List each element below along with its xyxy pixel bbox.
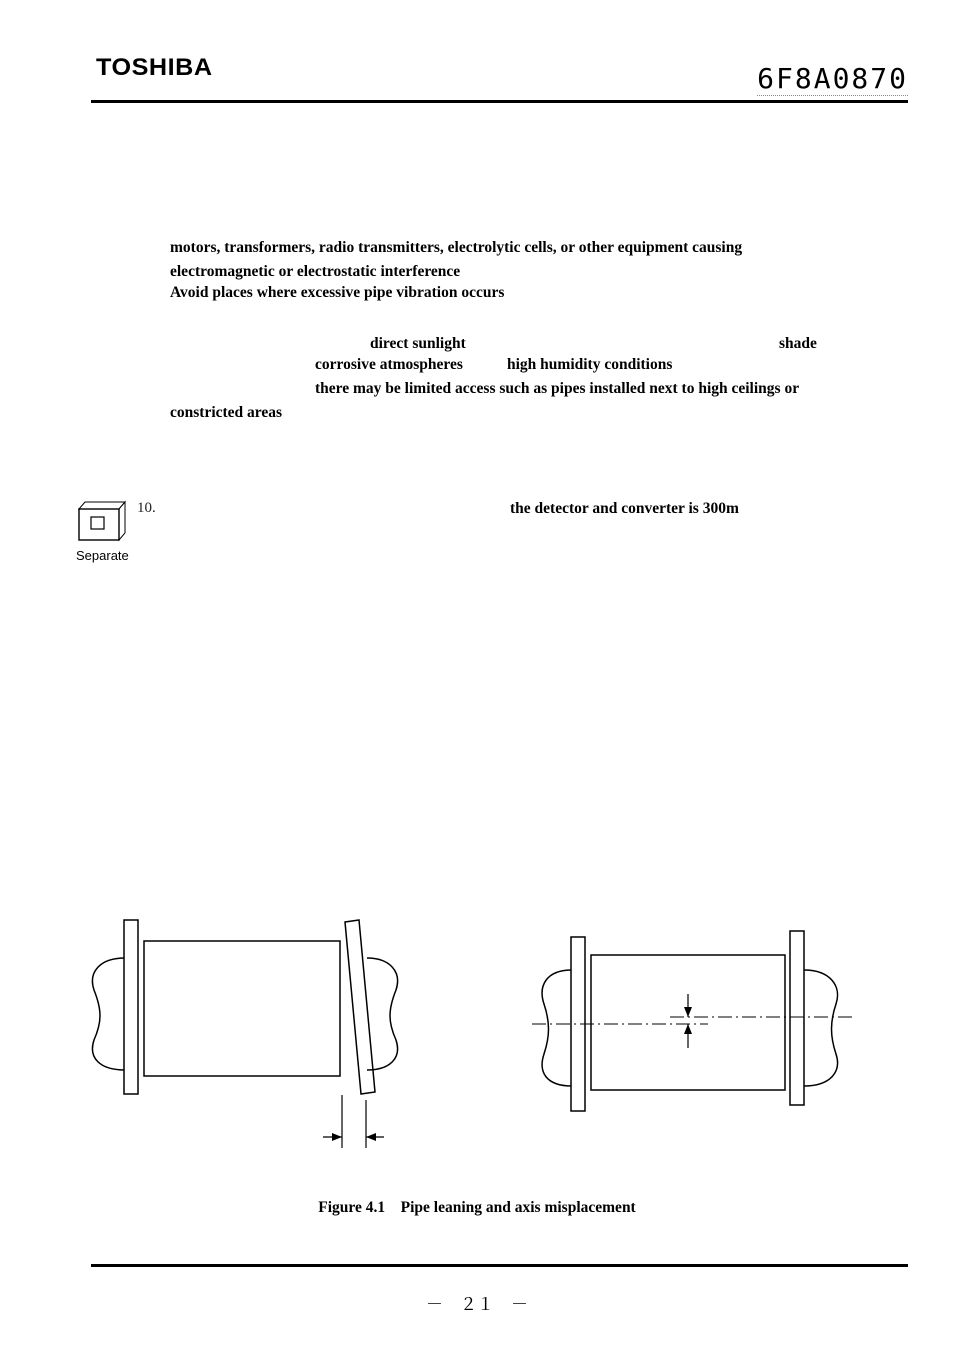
page-number: － ２１ － bbox=[426, 1295, 528, 1315]
header-rule bbox=[91, 100, 908, 103]
text-line-vibration: Avoid places where excessive pipe vibration occurs bbox=[170, 284, 505, 301]
axis-misplacement-diagram bbox=[532, 931, 855, 1111]
text-line-interference: electromagnetic or electrostatic interference bbox=[170, 263, 461, 280]
toshiba-logo: TOSHIBA bbox=[96, 54, 213, 81]
separate-label: Separate bbox=[76, 548, 129, 563]
text-corrosive: corrosive atmospheres bbox=[315, 356, 463, 373]
text-shade: shade bbox=[779, 335, 817, 352]
figure-caption: Figure 4.1 Pipe leaning and axis misplacement bbox=[318, 1199, 636, 1216]
text-distance: the detector and converter is 300m bbox=[510, 500, 739, 517]
footer-rule bbox=[91, 1264, 908, 1267]
text-limited-access: there may be limited access such as pipes installed next to high ceilings or bbox=[315, 380, 800, 397]
text-direct-sunlight: direct sunlight bbox=[370, 335, 466, 352]
separate-type-icon bbox=[76, 500, 128, 547]
document-number: 6F8A0870 bbox=[757, 62, 908, 95]
pipe-leaning-diagram bbox=[92, 920, 397, 1148]
text-humidity: high humidity conditions bbox=[507, 356, 673, 373]
text-constricted: constricted areas bbox=[170, 404, 283, 421]
text-line-equipment: motors, transformers, radio transmitters, electrolytic cells, or other equipment causing bbox=[170, 239, 743, 256]
item-number: 10. bbox=[137, 500, 156, 516]
pipe-figure bbox=[80, 910, 870, 1160]
